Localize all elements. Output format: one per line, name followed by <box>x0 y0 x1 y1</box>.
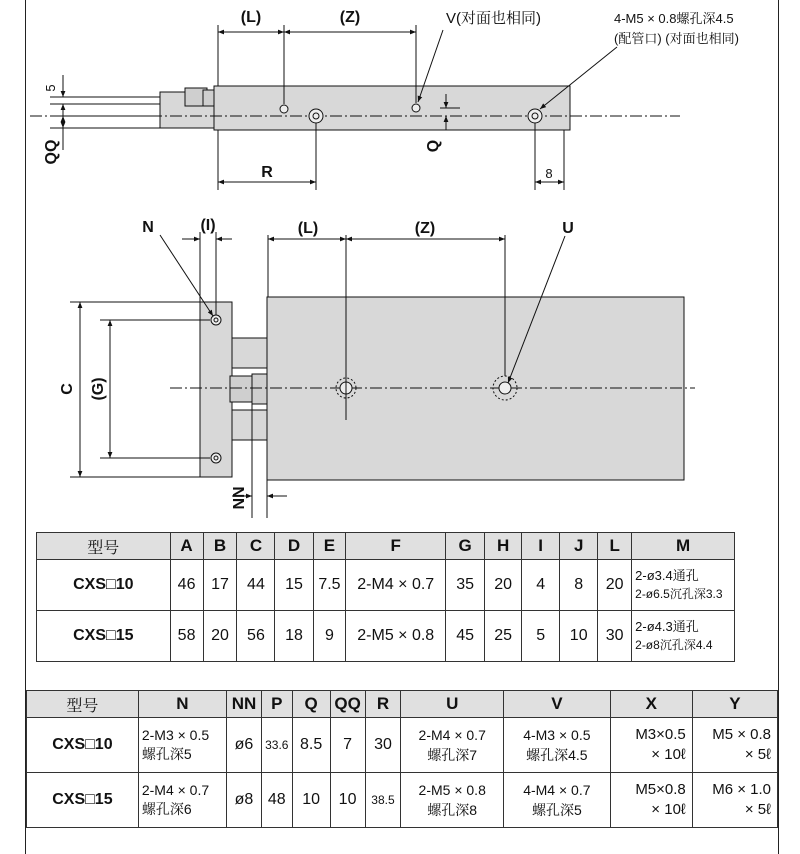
table2-cell-model: CXS□15 <box>27 773 139 828</box>
table1-header-H: H <box>485 533 522 560</box>
table2-header-Q: Q <box>292 691 330 718</box>
table2-header-QQ: QQ <box>330 691 365 718</box>
front-dim-I: (I) <box>200 217 216 234</box>
table2-cell-Y-line2: × 5ℓ <box>744 746 771 763</box>
table1-cell-E: 7.5 <box>313 560 346 611</box>
table1-header-D: D <box>275 533 313 560</box>
table1-cell-H: 25 <box>485 611 522 662</box>
table1-cell-J: 10 <box>560 611 598 662</box>
table2-cell-U-line2: 螺孔深7 <box>427 747 478 763</box>
table2-cell-U-line1: 2-M4 × 0.7 <box>418 727 486 743</box>
table1-cell-A: 46 <box>170 560 203 611</box>
table2-cell-U-line1: 2-M5 × 0.8 <box>418 782 486 798</box>
table2-cell-Q: 10 <box>292 773 330 828</box>
label-N: N <box>142 219 154 236</box>
table2-header-N: N <box>138 691 226 718</box>
dim-NN: NN <box>231 486 248 510</box>
table2-cell-X <box>610 718 692 773</box>
table1-cell-M <box>632 560 735 611</box>
table2-cell-Y-line1: M6 × 1.0 <box>712 781 771 798</box>
table1-cell-F: 2-M4 × 0.7 <box>346 560 446 611</box>
dim-5: 5 <box>43 84 58 92</box>
table1-header-F: F <box>346 533 446 560</box>
table1-cell-B: 17 <box>203 560 237 611</box>
table2-cell-QQ: 7 <box>330 718 365 773</box>
table1-cell-model: CXS□15 <box>37 611 171 662</box>
table2-header-U: U <box>401 691 504 718</box>
table2-cell-NN: ø6 <box>227 718 262 773</box>
table2-cell-Y-line2: × 5ℓ <box>744 801 771 818</box>
label-U: U <box>562 220 574 237</box>
table1-cell-I: 4 <box>522 560 560 611</box>
table2-cell-NN: ø8 <box>227 773 262 828</box>
table2-header-row <box>27 691 778 718</box>
table2-cell-Y <box>692 773 777 828</box>
table2-header-Y: Y <box>692 691 777 718</box>
table2-cell-N <box>138 773 226 828</box>
table1-cell-M-line1: 2-ø4.3通孔 <box>635 619 699 634</box>
note-port-line1: 4-M5 × 0.8螺孔深4.5 <box>614 11 734 26</box>
table1-header-I: I <box>522 533 560 560</box>
table2-cell-X-line1: M3×0.5 <box>635 726 686 743</box>
table2-header-model: 型号 <box>27 691 139 718</box>
table1-cell-L: 20 <box>598 560 632 611</box>
front-dim-L: (L) <box>297 220 319 237</box>
table-row <box>37 611 735 662</box>
table2-header-NN: NN <box>227 691 262 718</box>
table1-cell-D: 15 <box>275 560 313 611</box>
table1-cell-B: 20 <box>203 611 237 662</box>
note-V: V(对面也相同) <box>446 10 541 27</box>
table2-cell-X-line2: × 10ℓ <box>651 801 686 818</box>
spec-table-2 <box>26 690 778 828</box>
table1-header-row <box>37 533 735 560</box>
dim-C: C <box>59 383 76 395</box>
table2-cell-V <box>504 718 611 773</box>
table2-cell-Y-line1: M5 × 0.8 <box>712 726 771 743</box>
table2-cell-P: 33.6 <box>261 718 292 773</box>
spec-table-1 <box>36 532 735 662</box>
front-view <box>70 232 695 518</box>
table1-cell-J: 8 <box>560 560 598 611</box>
note-port-line2: (配管口) (对面也相同) <box>614 31 739 46</box>
table1-header-model: 型号 <box>37 533 171 560</box>
table1-cell-L: 30 <box>598 611 632 662</box>
table2-cell-X-line2: × 10ℓ <box>651 746 686 763</box>
table2-cell-Y <box>692 718 777 773</box>
table1-cell-M <box>632 611 735 662</box>
table1-cell-A: 58 <box>170 611 203 662</box>
table1-cell-I: 5 <box>522 611 560 662</box>
table1-cell-M-line2: 2-ø8沉孔深4.4 <box>635 638 713 652</box>
table2-cell-model: CXS□10 <box>27 718 139 773</box>
table2-cell-N-line1: 2-M3 × 0.5 <box>141 727 210 743</box>
dim-R: R <box>261 164 273 181</box>
table1-cell-G: 35 <box>446 560 485 611</box>
guide-rod-upper <box>232 338 268 368</box>
table2-header-P: P <box>261 691 292 718</box>
table2-cell-U <box>401 773 504 828</box>
front-dim-Z: (Z) <box>414 220 436 237</box>
table-row <box>27 773 778 828</box>
table1-header-B: B <box>203 533 237 560</box>
table1-header-L: L <box>598 533 632 560</box>
dim-8: 8 <box>545 166 553 181</box>
table2-cell-R: 38.5 <box>365 773 401 828</box>
table1-cell-D: 18 <box>275 611 313 662</box>
table1-cell-H: 20 <box>485 560 522 611</box>
top-body <box>214 86 570 130</box>
table2-header-V: V <box>504 691 611 718</box>
top-dim-L: (L) <box>240 9 262 26</box>
table1-header-A: A <box>170 533 203 560</box>
table2-cell-X-line1: M5×0.8 <box>635 781 686 798</box>
guide-rod-lower <box>232 410 268 440</box>
table2-cell-V-line1: 4-M4 × 0.7 <box>523 782 591 798</box>
table2-cell-N-line1: 2-M4 × 0.7 <box>141 782 210 798</box>
table2-cell-P: 48 <box>261 773 292 828</box>
table1-header-E: E <box>313 533 346 560</box>
table2-cell-N <box>138 718 226 773</box>
table2-cell-U <box>401 718 504 773</box>
top-view <box>30 25 680 190</box>
table1-header-C: C <box>237 533 275 560</box>
table1-cell-E: 9 <box>313 611 346 662</box>
table2-cell-U-line2: 螺孔深8 <box>427 802 478 818</box>
table1-header-M: M <box>632 533 735 560</box>
table1-cell-F: 2-M5 × 0.8 <box>346 611 446 662</box>
dim-QQ: QQ <box>43 139 60 165</box>
table-row <box>37 560 735 611</box>
table1-header-G: G <box>446 533 485 560</box>
top-dim-Z: (Z) <box>339 9 361 26</box>
table2-cell-V-line2: 螺孔深4.5 <box>526 747 588 763</box>
table2-cell-X <box>610 773 692 828</box>
table1-cell-G: 45 <box>446 611 485 662</box>
end-plate <box>200 302 232 477</box>
table2-cell-Q: 8.5 <box>292 718 330 773</box>
table-row <box>27 718 778 773</box>
table2-cell-R: 30 <box>365 718 401 773</box>
table2-cell-N-line2: 螺孔深6 <box>141 801 192 817</box>
table2-cell-V-line1: 4-M3 × 0.5 <box>523 727 591 743</box>
table2-cell-N-line2: 螺孔深5 <box>141 746 192 762</box>
table2-cell-QQ: 10 <box>330 773 365 828</box>
dim-Q: Q <box>425 139 442 153</box>
table2-cell-V <box>504 773 611 828</box>
table1-cell-model: CXS□10 <box>37 560 171 611</box>
dim-G: (G) <box>90 377 107 401</box>
table1-cell-C: 44 <box>237 560 275 611</box>
table1-cell-M-line1: 2-ø3.4通孔 <box>635 568 699 583</box>
table1-cell-C: 56 <box>237 611 275 662</box>
table2-header-X: X <box>610 691 692 718</box>
table1-cell-M-line2: 2-ø6.5沉孔深3.3 <box>635 587 723 601</box>
table2-header-R: R <box>365 691 401 718</box>
table1-header-J: J <box>560 533 598 560</box>
table2-cell-V-line2: 螺孔深5 <box>531 802 582 818</box>
